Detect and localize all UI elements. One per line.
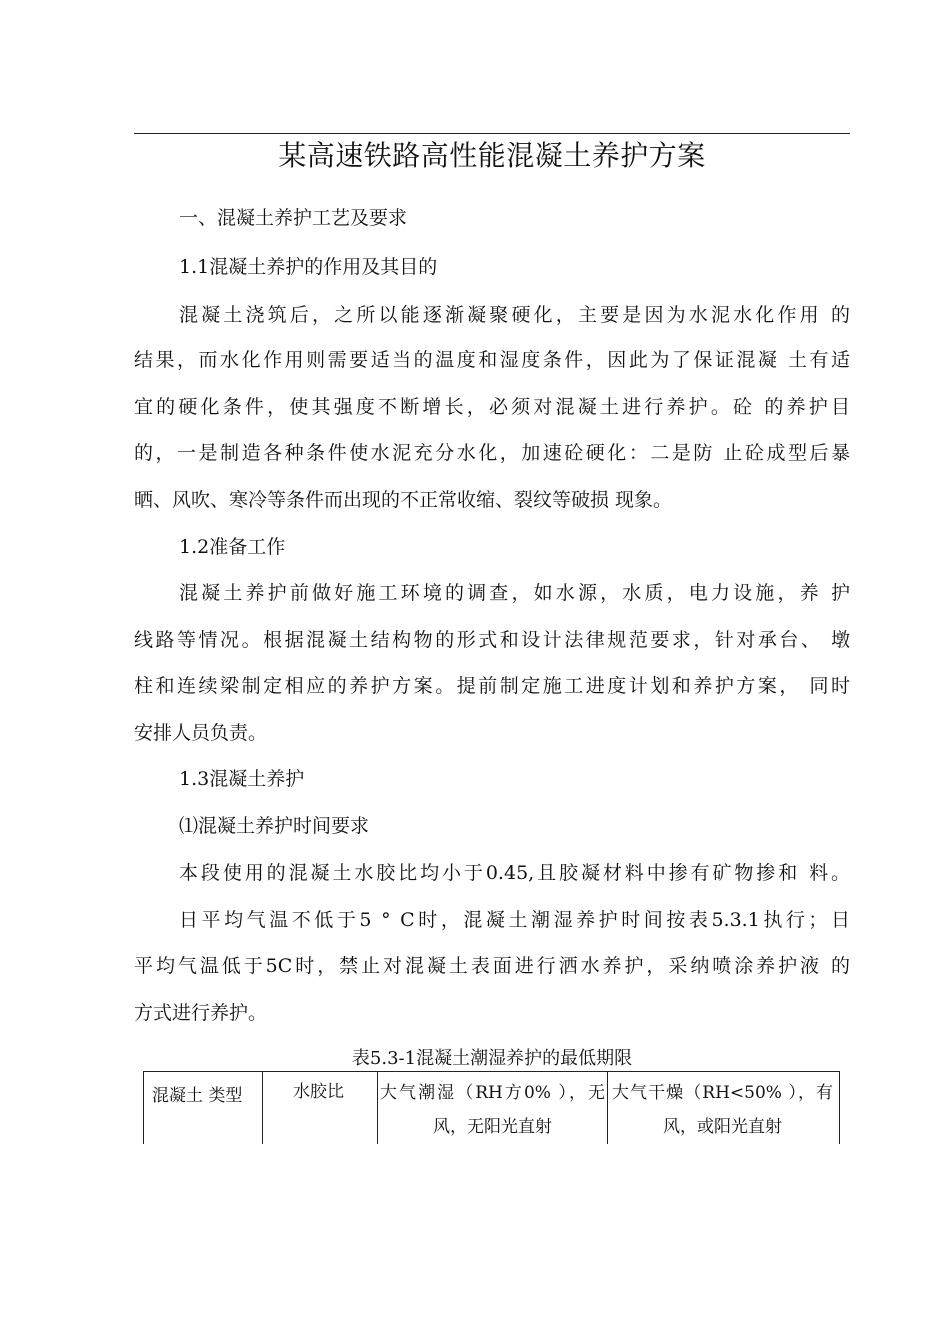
section-heading: 一、混凝土养护工艺及要求 (179, 207, 408, 229)
header-cell-dry (608, 1072, 840, 1145)
paragraph-line: 宜的硬化条件，使其强度不断增长，必须对混凝土进行养护。砼 的养护目 (134, 396, 850, 418)
header-dry-line1: 大气干燥（RH<50% ），有 (612, 1083, 833, 1103)
table-header-row (144, 1072, 840, 1145)
subsection-heading: 1.2准备工作 (179, 536, 286, 558)
paragraph-line: 柱和连续梁制定相应的养护方案。提前制定施工进度计划和养护方案， 同时 (134, 675, 850, 697)
table-caption: 表5.3-1混凝土潮湿养护的最低期限 (351, 1048, 633, 1069)
paragraph-line: 安排人员负责。 (134, 722, 268, 744)
paragraph-line: 混凝土浇筑后，之所以能逐渐凝聚硬化，主要是因为水泥水化作用 的 (179, 304, 850, 326)
header-water-binder-ratio: 水胶比 (293, 1082, 344, 1102)
header-humid-line2: 风，无阳光直射 (433, 1117, 552, 1137)
paragraph-line: 的，一是制造各种条件使水泥充分水化，加速砼硬化：二是防 止砼成型后暴 (134, 442, 850, 464)
header-cell-concrete-type (144, 1072, 263, 1145)
paragraph-line: 晒、风吹、寒冷等条件而出现的不正常收缩、裂纹等破损 现象。 (134, 489, 673, 511)
paragraph-line: 混凝土养护前做好施工环境的调查，如水源，水质，电力设施，养 护 (179, 582, 850, 604)
paragraph-line: 线路等情况。根据混凝土结构物的形式和设计法律规范要求，针对承台、 墩 (134, 629, 850, 651)
subsection-heading: 1.1混凝土养护的作用及其目的 (179, 256, 438, 278)
header-concrete-type: 混凝土 类型 (152, 1086, 243, 1106)
paragraph-line: 结果，而水化作用则需要适当的温度和湿度条件，因此为了保证混凝 土有适 (134, 349, 850, 371)
paragraph-line: 日平均气温不低于5 ° C时，混凝土潮湿养护时间按表5.3.1执行；日 (179, 909, 850, 931)
subsection-heading: 1.3混凝土养护 (179, 768, 305, 790)
paragraph-line: 本段使用的混凝土水胶比均小于0.45,且胶凝材料中掺有矿物掺和 料。 (179, 862, 850, 884)
curing-period-table (143, 1071, 840, 1144)
header-humid-line1: 大气潮湿（RH方0% ），无 (380, 1083, 605, 1103)
item-heading: ⑴混凝土养护时间要求 (179, 815, 370, 837)
top-rule (134, 133, 850, 134)
header-cell-humid (378, 1072, 608, 1145)
paragraph-line: 平均气温低于5C时，禁止对混凝土表面进行洒水养护，采纳喷涂养护液 的 (134, 955, 850, 977)
paragraph-line: 方式进行养护。 (134, 1002, 268, 1024)
header-cell-water-binder-ratio (263, 1072, 378, 1145)
document-title: 某高速铁路高性能混凝土养护方案 (278, 139, 706, 172)
header-dry-line2: 风，或阳光直射 (663, 1117, 782, 1137)
